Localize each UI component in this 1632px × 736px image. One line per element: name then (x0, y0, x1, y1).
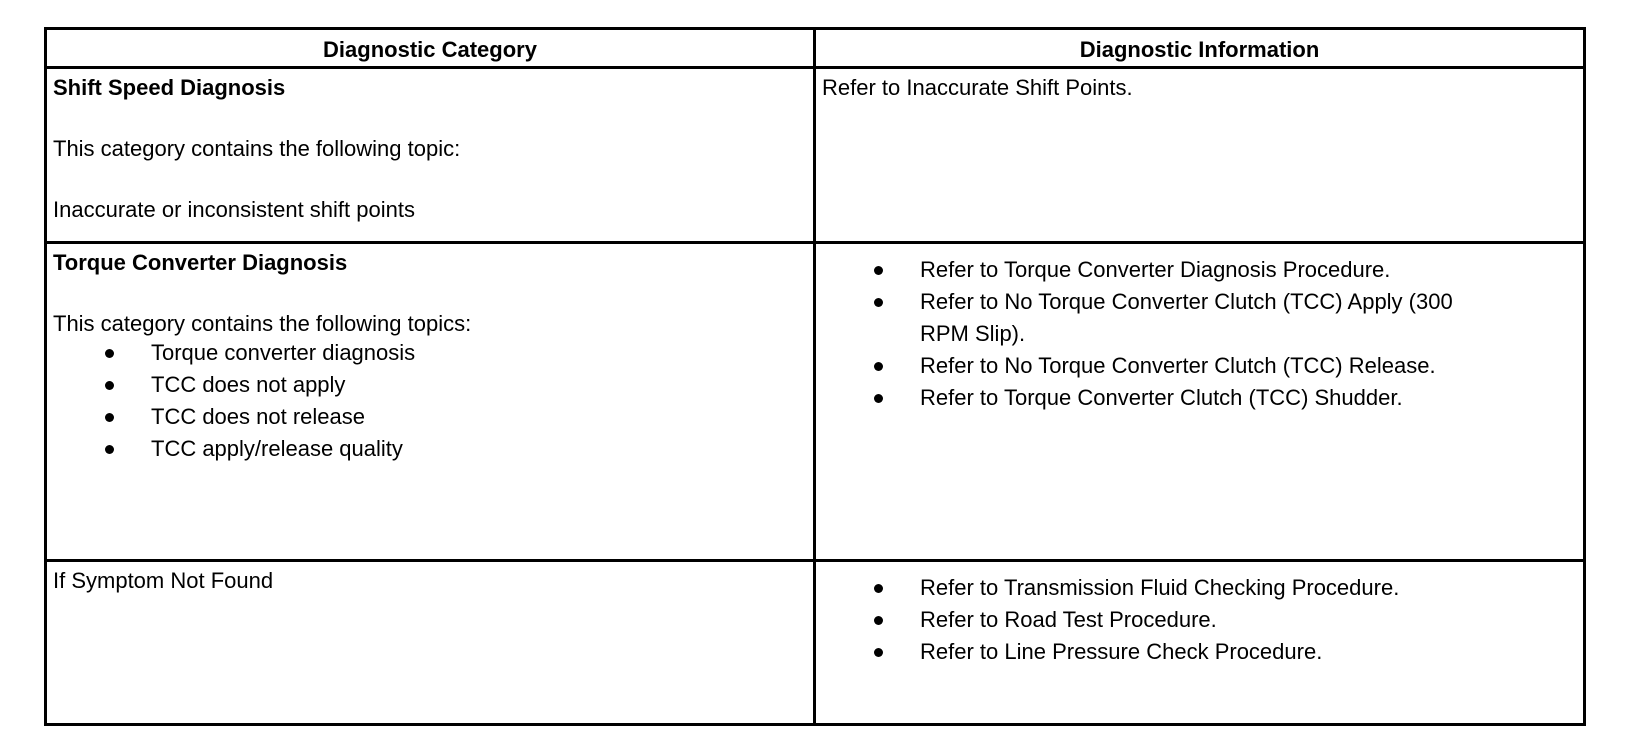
category-cell (47, 244, 816, 559)
bullet-icon (105, 349, 114, 358)
bullet-icon (105, 445, 114, 454)
list-item: TCC does not release (53, 401, 807, 433)
list-item: Refer to No Torque Converter Clutch (TCC) Release. (822, 350, 1577, 382)
table-row-shift-speed (47, 69, 1583, 244)
category-text: If Symptom Not Found (53, 568, 274, 593)
list-item: Refer to Line Pressure Check Procedure. (822, 636, 1577, 668)
category-intro: This category contains the following topic: (53, 136, 461, 161)
category-cell (47, 69, 816, 241)
category-title: Shift Speed Diagnosis (53, 75, 286, 100)
list-item: TCC does not apply (53, 369, 807, 401)
header-diagnostic-category: Diagnostic Category (47, 30, 816, 66)
list-item: TCC apply/release quality (53, 433, 807, 465)
list-item: Refer to No Torque Converter Clutch (TCC) Apply (300 RPM Slip). (822, 286, 1577, 350)
category-intro: This category contains the following topics: (53, 311, 472, 336)
list-item: Refer to Torque Converter Clutch (TCC) Shudder. (822, 382, 1577, 414)
bullet-icon (874, 362, 883, 371)
diagnostic-table (44, 27, 1586, 726)
bullet-icon (874, 266, 883, 275)
bullet-icon (105, 381, 114, 390)
information-text: Refer to Inaccurate Shift Points. (822, 75, 1133, 100)
bullet-icon (105, 413, 114, 422)
category-cell (47, 562, 816, 726)
information-list (822, 254, 1577, 414)
header-diagnostic-information: Diagnostic Information (1079, 37, 1320, 62)
list-item: Refer to Torque Converter Diagnosis Procedure. (822, 254, 1577, 286)
bullet-icon (874, 394, 883, 403)
list-item: Torque converter diagnosis (53, 337, 807, 369)
bullet-icon (874, 584, 883, 593)
information-cell (816, 69, 1583, 241)
bullet-icon (874, 298, 883, 307)
table-row-torque-converter (47, 244, 1583, 562)
bullet-icon (874, 648, 883, 657)
list-item: Refer to Transmission Fluid Checking Procedure. (822, 572, 1577, 604)
list-item: Refer to Road Test Procedure. (822, 604, 1577, 636)
table-header-row (47, 30, 1583, 69)
information-cell (816, 244, 1583, 559)
bullet-icon (874, 616, 883, 625)
information-list (822, 572, 1577, 668)
table-row-symptom-not-found (47, 562, 1583, 726)
category-topic-list (53, 337, 807, 465)
category-title: Torque Converter Diagnosis (53, 250, 348, 275)
information-cell (816, 562, 1583, 726)
category-topic: Inaccurate or inconsistent shift points (53, 197, 415, 222)
